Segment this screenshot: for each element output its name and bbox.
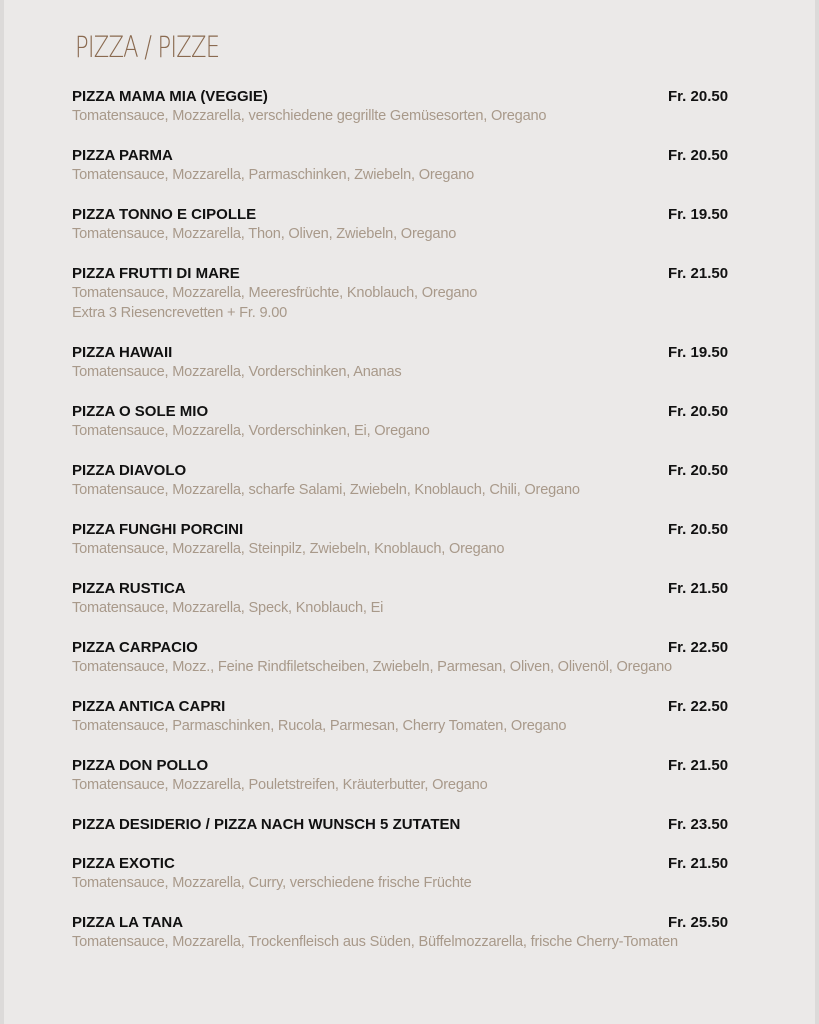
menu-item <box>72 263 772 323</box>
menu-item <box>72 204 772 244</box>
menu-item-header <box>72 853 772 873</box>
item-description: Tomatensauce, Mozzarella, Trockenfleisch aus Süden, Büffelmozzarella, frische Cherry-Tomaten <box>72 934 678 950</box>
item-description: Tomatensauce, Mozzarella, verschiedene gegrillte Gemüsesorten, Oregano <box>72 108 547 124</box>
menu-list <box>72 86 772 971</box>
item-price: Fr. 21.50 <box>668 264 729 282</box>
item-name: PIZZA FRUTTI DI MARE <box>72 264 240 282</box>
menu-item-header <box>72 204 772 224</box>
item-description: Tomatensauce, Mozz., Feine Rindfiletscheiben, Zwiebeln, Parmesan, Oliven, Olivenöl, Oregano <box>72 659 672 675</box>
menu-item-header <box>72 145 772 165</box>
item-name: PIZZA LA TANA <box>72 913 184 931</box>
menu-item-header <box>72 755 772 775</box>
item-price: Fr. 25.50 <box>668 913 729 931</box>
menu-item-header <box>72 519 772 539</box>
item-description: Tomatensauce, Mozzarella, Steinpilz, Zwiebeln, Knoblauch, Oregano <box>72 541 505 557</box>
menu-item-header <box>72 342 772 362</box>
menu-item <box>72 460 772 500</box>
item-price: Fr. 23.50 <box>668 815 729 833</box>
item-price: Fr. 20.50 <box>668 87 729 105</box>
item-price: Fr. 20.50 <box>668 461 729 479</box>
menu-item-header <box>72 578 772 598</box>
menu-item <box>72 86 772 126</box>
menu-item <box>72 401 772 441</box>
item-description: Tomatensauce, Mozzarella, Pouletstreifen, Kräuterbutter, Oregano <box>72 777 488 793</box>
item-description: Tomatensauce, Parmaschinken, Rucola, Parmesan, Cherry Tomaten, Oregano <box>72 718 567 734</box>
item-name: PIZZA PARMA <box>72 146 173 164</box>
menu-item <box>72 342 772 382</box>
item-name: PIZZA DON POLLO <box>72 756 209 774</box>
menu-item-header <box>72 263 772 283</box>
menu-item-header <box>72 912 772 932</box>
item-description: Tomatensauce, Mozzarella, Meeresfrüchte, Knoblauch, Oregano <box>72 285 478 301</box>
menu-item <box>72 853 772 893</box>
item-name: PIZZA RUSTICA <box>72 579 186 597</box>
menu-item <box>72 912 772 952</box>
item-name: PIZZA DIAVOLO <box>72 461 187 479</box>
menu-item-header <box>72 401 772 421</box>
menu-item-header <box>72 637 772 657</box>
menu-item <box>72 145 772 185</box>
menu-item <box>72 814 772 834</box>
item-name: PIZZA ANTICA CAPRI <box>72 697 226 715</box>
menu-item-header <box>72 86 772 106</box>
item-price: Fr. 21.50 <box>668 854 729 872</box>
item-price: Fr. 22.50 <box>668 638 729 656</box>
item-description: Tomatensauce, Mozzarella, scharfe Salami, Zwiebeln, Knoblauch, Chili, Oregano <box>72 482 580 498</box>
item-price: Fr. 20.50 <box>668 520 729 538</box>
item-description: Tomatensauce, Mozzarella, Thon, Oliven, Zwiebeln, Oregano <box>72 226 457 242</box>
item-description: Tomatensauce, Mozzarella, Curry, verschiedene frische Früchte <box>72 875 472 891</box>
item-name: PIZZA CARPACIO <box>72 638 198 656</box>
menu-item <box>72 519 772 559</box>
menu-item-header <box>72 814 772 834</box>
menu-item <box>72 578 772 618</box>
item-name: PIZZA TONNO E CIPOLLE <box>72 205 257 223</box>
item-name: PIZZA EXOTIC <box>72 854 175 872</box>
item-name: PIZZA MAMA MIA (VEGGIE) <box>72 87 268 105</box>
item-price: Fr. 19.50 <box>668 205 729 223</box>
item-price: Fr. 20.50 <box>668 146 729 164</box>
item-description: Tomatensauce, Mozzarella, Vorderschinken, Ei, Oregano <box>72 423 430 439</box>
item-name: PIZZA O SOLE MIO <box>72 402 209 420</box>
item-price: Fr. 20.50 <box>668 402 729 420</box>
item-description: Tomatensauce, Mozzarella, Speck, Knoblauch, Ei <box>72 600 384 616</box>
menu-item <box>72 637 772 677</box>
menu-item <box>72 696 772 736</box>
section-title: PIZZA / PIZZE <box>75 30 220 64</box>
menu-item-header <box>72 460 772 480</box>
item-name: PIZZA FUNGHI PORCINI <box>72 520 244 538</box>
item-name: PIZZA HAWAII <box>72 343 173 361</box>
item-price: Fr. 21.50 <box>668 756 729 774</box>
menu-item <box>72 755 772 795</box>
item-price: Fr. 21.50 <box>668 579 729 597</box>
item-price: Fr. 22.50 <box>668 697 729 715</box>
page-edge-right <box>815 0 819 1024</box>
item-description: Tomatensauce, Mozzarella, Vorderschinken, Ananas <box>72 364 402 380</box>
item-name: PIZZA DESIDERIO / PIZZA NACH WUNSCH 5 ZUTATEN <box>72 815 461 833</box>
item-price: Fr. 19.50 <box>668 343 729 361</box>
page-edge-left <box>0 0 4 1024</box>
item-description: Tomatensauce, Mozzarella, Parmaschinken, Zwiebeln, Oregano <box>72 167 475 183</box>
menu-item-header <box>72 696 772 716</box>
item-description: Extra 3 Riesencrevetten + Fr. 9.00 <box>72 305 288 321</box>
